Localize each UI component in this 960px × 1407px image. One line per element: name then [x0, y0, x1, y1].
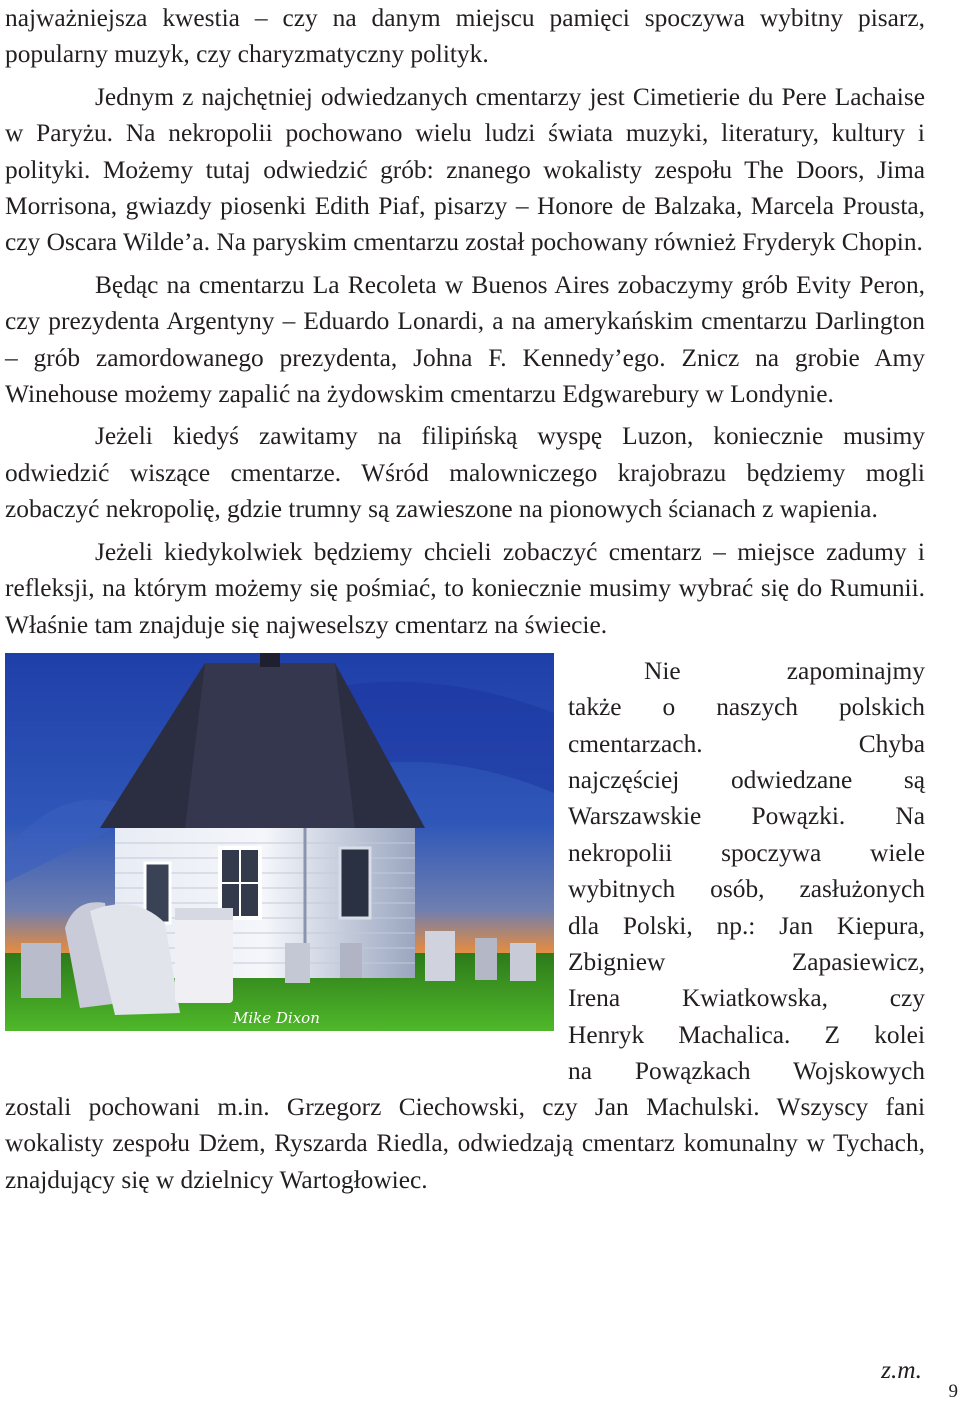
- page-number: 9: [948, 1381, 958, 1402]
- paragraph-6-continuation: zostali pochowani m.in. Grzegorz Ciechowski, czy Jan Machulski. Wszyscy fani wokalisty zespołu Dżem, Ryszarda Riedla, odwiedzają cmentarz komunalny w Tychach, znajdujący się w dzielnicy Wartogłowiec.: [5, 1092, 925, 1194]
- wrapped-paragraph: [568, 653, 925, 1090]
- author-signature: z.m.: [881, 1356, 922, 1384]
- wrapped-line: nekropolii spoczywa wiele: [568, 838, 925, 867]
- wrapped-line: na Powązkach Wojskowych: [568, 1057, 925, 1086]
- cemetery-chapel-illustration: [5, 653, 554, 1031]
- cemetery-chapel-photo: [5, 653, 554, 1031]
- photo-watermark: Mike Dixon: [233, 1008, 320, 1027]
- wrapped-line: najczęściej odwiedzane są: [568, 766, 925, 795]
- wrapped-line: Warszawskie Powązki. Na: [568, 802, 925, 831]
- wrapped-line: także o naszych polskich: [568, 693, 925, 722]
- paragraph-3: Będąc na cmentarzu La Recoleta w Buenos Aires zobaczymy grób Evity Peron, czy prezydenta Argentyny – Eduardo Lonardi, a na amerykańskim cmentarzu Darlington – grób zamordowanego prezydenta, Johna F. Kennedy’ego. Znicz na grobie Amy Winehouse możemy zapalić na żydowskim cmentarzu Edgwarebury w Londynie.: [5, 270, 925, 409]
- wrapped-line: wybitnych osób, zasłużonych: [568, 875, 925, 904]
- wrapped-line: Henryk Machalica. Z kolei: [568, 1020, 925, 1049]
- wrapped-line: Irena Kwiatkowska, czy: [568, 984, 925, 1013]
- wrapped-line: dla Polski, np.: Jan Kiepura,: [568, 911, 925, 940]
- wrapped-line: Nie zapominajmy: [644, 656, 925, 685]
- article-body: [5, 0, 925, 1198]
- paragraph-5: Jeżeli kiedykolwiek będziemy chcieli zobaczyć cmentarz – miejsce zadumy i refleksji, na którym możemy się pośmiać, to koniecznie musimy wybrać się do Rumunii. Właśnie tam znajduje się najweselszy cmentarz na świecie.: [5, 537, 925, 639]
- wrapped-line: cmentarzach. Chyba: [568, 729, 925, 758]
- paragraph-1: najważniejsza kwestia – czy na danym miejscu pamięci spoczywa wybitny pisarz, popularny muzyk, czy charyzmatyczny polityk.: [5, 4, 925, 69]
- paragraph-2: Jednym z najchętniej odwiedzanych cmentarzy jest Cimetierie du Pere Lachaise w Paryżu. Na nekropolii pochowano wielu ludzi świata muzyki, literatury, kultury i polityki. Możemy tutaj odwiedzić grób: znanego wokalisty zespołu The Doors, Jima Morrisona, gwiazdy piosenki Edith Piaf, pisarzy – Honore de Balzaka, Marcela Prousta, czy Oscara Wilde’a. Na paryskim cmentarzu został pochowany również Fryderyk Chopin.: [5, 82, 925, 257]
- wrapped-line: Zbigniew Zapasiewicz,: [568, 948, 925, 977]
- paragraph-4: Jeżeli kiedyś zawitamy na filipińską wyspę Luzon, koniecznie musimy odwiedzić wiszące cmentarze. Wśród malowniczego krajobrazu będziemy mogli zobaczyć nekropolię, gdzie trumny są zawieszone na pionowych ścianach z wapienia.: [5, 422, 925, 524]
- photo-with-wrapped-text: [5, 653, 925, 1095]
